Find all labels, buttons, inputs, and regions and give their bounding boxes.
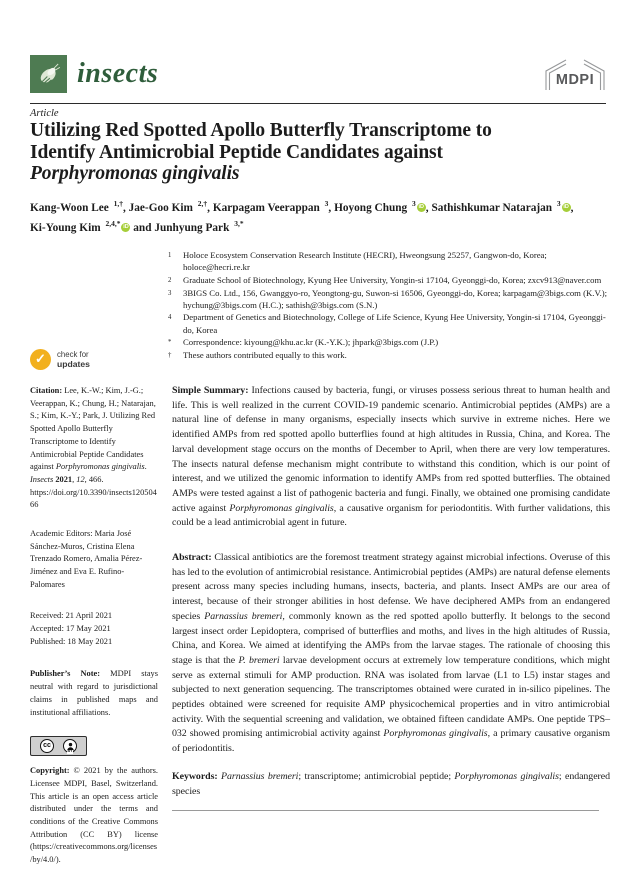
orcid-icon[interactable]: iD	[563, 203, 569, 210]
main-text-column	[172, 384, 610, 811]
author: Sathishkumar Natarajan $^3$ iD ,	[431, 199, 574, 214]
check-for-updates-label: check for updates	[57, 350, 90, 369]
author-list	[30, 196, 610, 237]
title-line-2: Identify Antimicrobial Peptide Candidates against	[30, 141, 443, 163]
section-divider	[172, 810, 599, 811]
cc-icon: cc	[40, 739, 54, 753]
author: Hoyong Chung $^3$ iD ,	[334, 199, 432, 214]
left-sidebar	[30, 348, 158, 867]
affiliation-item: 2 Graduate School of Biotechnology, Kyung Hee University, Yongin-si 17104, Gyeonggi-do, Korea; zxcv913@naver.com	[168, 274, 602, 285]
cc-by-badge[interactable]	[30, 736, 87, 756]
doi-link[interactable]: https://doi.org/10.3390/insects12050466	[30, 487, 157, 510]
author: Kang-Woon Lee $^{1,\dagger}$,	[30, 199, 129, 214]
accepted-date: Accepted: 17 May 2021	[30, 623, 111, 633]
article-type-label: Article	[30, 108, 59, 119]
affiliations-block	[168, 249, 609, 363]
insect-glyph	[34, 59, 64, 89]
paper-title	[30, 120, 608, 185]
dates-block	[30, 609, 158, 649]
author: Karpagam Veerappan $^3$,	[212, 199, 335, 214]
header-divider	[30, 103, 606, 104]
check-for-updates-badge[interactable]	[30, 348, 158, 371]
author: Jae-Goo Kim $^{2,\dagger}$,	[128, 199, 213, 214]
insects-logo-icon	[30, 55, 67, 93]
author: Ki-Young Kim $^{2,4,*}$ iD and	[30, 219, 155, 235]
mdpi-logo-icon	[544, 57, 606, 95]
published-date: Published: 18 May 2021	[30, 637, 113, 647]
mdpi-logo	[544, 57, 606, 100]
title-species-italic: Porphyromonas gingivalis	[30, 163, 240, 184]
affiliation-item: 1 Holoce Ecosystem Conservation Research Institute (HECRI), Hweongsung 25257, Gangwon-do, Korea; holoce@hecri.re.kr	[168, 250, 547, 273]
author: Junhyung Park $^{3,*}$	[154, 219, 244, 235]
affiliation-item: 3 3BIGS Co. Ltd., 156, Gwanggyo-ro, Yeongtong-gu, Suwon-si 16506, Gyeonggi-do, Korea; karpagam@3bigs.com (K.V.); hychung@3bigs.com (H.C.); sathish@3bigs.com (S.N.)	[168, 287, 608, 311]
check-icon: ✓	[30, 349, 51, 370]
affiliation-item: 4 Department of Genetics and Biotechnology, College of Life Science, Kyung Hee University, Yongin-si 17104, Gyeonggi-do, Korea	[168, 312, 606, 335]
svg-text:MDPI: MDPI	[555, 72, 595, 88]
orcid-icon[interactable]: iD	[418, 203, 425, 210]
page-header	[30, 55, 606, 97]
citation-block: Citation: Lee, K.-W.; Kim, J.-G.; Veerappan, K.; Chung, H.; Natarajan, S.; Kim, K.-Y.; Park, J. Utilizing Red Spotted Apollo Butterfly Transcriptome to Identify Antimicrobial Peptide Candidates against Porphyromonas gingivalis. Insects 2021, 12, 466. https://doi.org/10.3390/insects12050466	[30, 386, 157, 510]
keywords-paragraph: Keywords: Parnassius bremeri; transcriptome; antimicrobial peptide; Porphyromonas gingivalis; endangered species	[172, 770, 610, 797]
title-line-1: Utilizing Red Spotted Apollo Butterfly Transcriptome to	[30, 120, 492, 141]
publisher-note-block: Publisher’s Note: MDPI stays neutral with regard to jurisdictional claims in published maps and institutional affiliations.	[30, 669, 158, 717]
received-date: Received: 21 April 2021	[30, 610, 113, 620]
orcid-icon[interactable]: iD	[123, 224, 129, 231]
equal-contribution-line: † These authors contributed equally to this work.	[168, 350, 347, 361]
academic-editors-block: Academic Editors: Maria José Sánchez-Muros, Cristina Elena Trenzado Romero, Amalia Pérez-Jiménez and Eva E. Rufino-Palomares	[30, 529, 143, 589]
journal-name: insects	[77, 58, 159, 89]
copyright-block: Copyright: © 2021 by the authors. Licensee MDPI, Basel, Switzerland. This article is an open access article distributed under the terms and conditions of the Creative Commons Attribution (CC BY) license (https://creativecommons.org/licenses/by/4.0/).	[30, 766, 158, 865]
correspondence-line: * Correspondence: kiyoung@khu.ac.kr (K.-Y.K.); jhpark@3bigs.com (J.P.)	[168, 337, 439, 348]
abstract-paragraph: Abstract: Classical antibiotics are the foremost treatment strategy against microbial infections. Overuse of this has led to the evolution of antimicrobial resistance. Antimicrobial peptides (AMPs) are natural defense elements present across many species including humans, insects, bacteria, and plants. Insect AMPs are our area of interest, because of their stronger abilities in host defense. We have deciphered AMPs from an endangered species Parnassius bremeri, commonly known as the red spotted apollo butterfly. It belongs to the second largest insect order Lepidoptera, comprised of butterflies and moths, and lives in the high altitudes of Russia, China, and Korea. We aimed at identifying the AMPs from the larvae stages. The rationale of choosing this stage is that the P. bremeri larvae development occurs at extremely low temperature conditions, which might serve as external stimuli for AMP production. RNA was isolated from larvae (L1 to L5) instar stages and subjected to next generation sequencing. The transcriptomes obtained were curated in in-silico pipelines. The peptides obtained were screened for requisite AMP physicochemical properties and in vitro antimicrobial activity. With the sequential screening and validation, we obtained fifteen candidate AMPs. One peptide TPS–032 showed promising antimicrobial activity against Porphyromonas gingivalis, a primary causative organism of periodontitis.	[172, 552, 611, 755]
simple-summary-paragraph: Simple Summary: Infections caused by bacteria, fungi, or viruses possess serious threat to human health and life. This is well realized in the current COVID-19 pandemic scenario. Antimicrobial peptides (AMPs) are a natural line of defense in many organisms, especially insects which survive in extreme niches. Here we identified AMPs from red spotted apollo butterflies found at high altitudes in Russia, China, and Korea. The larval development stage occurs on the months of December to April, when there are very low temperatures. The insects natural defense mechanism might contribute to withstand this condition, which is our point of interest, and we utilized the genomic information to identify AMPs from red spotted butterflies. The obtained AMPs were tested against a list of pathogenic bacteria and fungi. Finally, we obtained one promising candidate active against Porphyromonas gingivalis, a causative organism for periodontitis. With further validations, this could be a lead antimicrobial agent in future.	[172, 385, 611, 529]
journal-logo	[30, 55, 158, 93]
cc-by-person-icon: BY	[63, 739, 77, 753]
